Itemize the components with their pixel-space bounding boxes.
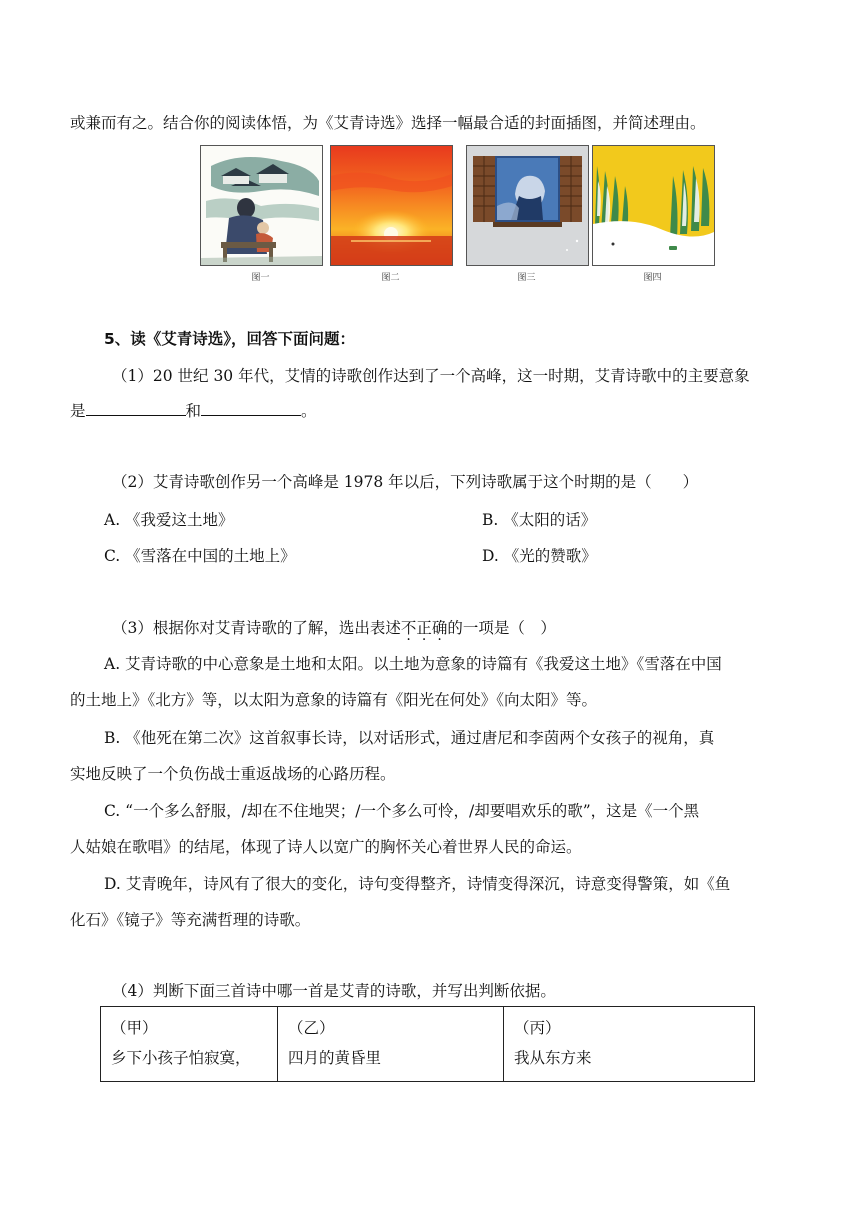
figure-4-image: [592, 145, 715, 266]
q5-p4-stem: （4）判断下面三首诗中哪一首是艾青的诗歌，并写出判断依据。: [112, 982, 556, 1000]
table-row: [101, 1007, 755, 1082]
q5-p1-text-a: 是: [70, 402, 86, 420]
q5-p3-stem-b: 的一项是（ ）: [447, 619, 556, 637]
emphasis-char-3: 确: [431, 619, 448, 637]
poem-cell-yi: [278, 1007, 504, 1082]
q5-p1-line2: [70, 400, 317, 422]
q5-p3-option-a-line2: 的土地上》《北方》等，以太阳为意象的诗篇有《阳光在何处》《向太阳》等。: [70, 691, 598, 709]
q5-p3-option-b-line2: 实地反映了一个负伤战士重返战场的心路历程。: [70, 765, 396, 783]
q5-heading: 5、读《艾青诗选》，回答下面问题：: [104, 330, 356, 348]
q5-p2-option-a[interactable]: A. 《我爱这土地》: [104, 511, 234, 529]
q5-p1-line1: （1）20 世纪 30 年代，艾情的诗歌创作达到了一个高峰，这一时期，艾青诗歌中的主要意象: [112, 367, 750, 385]
poem-label: （丙）: [514, 1019, 561, 1037]
figure-3-caption: 图三: [517, 273, 536, 283]
figure-2-caption: 图二: [381, 273, 400, 283]
poem-cell-jia: [101, 1007, 278, 1082]
poem-line: 四月的黄昏里: [288, 1049, 382, 1067]
q5-p2-option-b[interactable]: B. 《太阳的话》: [482, 511, 597, 529]
poem-label: （甲）: [111, 1019, 158, 1037]
figure-3-image: [466, 145, 589, 266]
q5-p1-text-c: 。: [301, 402, 317, 420]
q5-p2-option-c[interactable]: C. 《雪落在中国的土地上》: [104, 547, 296, 565]
q5-p3-option-d-line1[interactable]: D. 艾青晚年，诗风有了很大的变化，诗句变得整齐，诗情变得深沉，诗意变得警策，如《鱼: [104, 875, 731, 893]
window-portrait-illustration: [467, 146, 588, 265]
village-mother-child-illustration: [201, 146, 322, 265]
q5-p3-option-c-line1[interactable]: C. “一个多么舒服，/却在不住地哭；/一个多么可怜，/却要唱欢乐的歌”，这是《一个黑: [104, 802, 700, 820]
figure-1-caption: 图一: [251, 273, 270, 283]
q5-p3-option-c-line2: 人姑娘在歌唱》的结尾，体现了诗人以宽广的胸怀关心着世界人民的命运。: [70, 838, 582, 856]
poem-label: （乙）: [288, 1019, 335, 1037]
figure-4-caption: 图四: [643, 273, 662, 283]
poems-table: [100, 1006, 755, 1082]
q5-p2-option-d[interactable]: D. 《光的赞歌》: [482, 547, 597, 565]
q5-p3-stem: [112, 617, 556, 639]
poem-cell-bing: [504, 1007, 755, 1082]
poem-line: 我从东方来: [514, 1049, 592, 1067]
q5-p3-option-b-line1[interactable]: B. 《他死在第二次》这首叙事长诗，以对话形式，通过唐尼和李茵两个女孩子的视角，真: [104, 729, 715, 747]
q5-p3-option-d-line2: 化石》《镜子》等充满哲理的诗歌。: [70, 911, 311, 929]
q5-p3-option-a-line1[interactable]: A. 艾青诗歌的中心意象是土地和太阳。以土地为意象的诗篇有《我爱这土地》《雪落在中国: [104, 655, 722, 673]
emphasis-char-2: 正: [416, 619, 432, 637]
intro-line: 或兼而有之。结合你的阅读体悟，为《艾青诗选》选择一幅最合适的封面插图，并简述理由。: [70, 114, 706, 132]
snowy-forest-moon-illustration: [593, 146, 714, 265]
emphasis-char-1: 不: [400, 619, 417, 637]
answer-blank-2[interactable]: [201, 401, 301, 416]
sunset-illustration: [331, 146, 452, 265]
figure-1-image: [200, 145, 323, 266]
q5-p3-stem-a: （3）根据你对艾青诗歌的了解，选出表述: [112, 619, 401, 637]
answer-blank-1[interactable]: [86, 401, 186, 416]
figure-2-image: [330, 145, 453, 266]
q5-p1-text-b: 和: [185, 402, 202, 420]
poem-line: 乡下小孩子怕寂寞，: [111, 1049, 251, 1067]
q5-p2-stem: （2）艾青诗歌创作另一个高峰是 1978 年以后，下列诗歌属于这个时期的是（ ）: [112, 473, 699, 491]
